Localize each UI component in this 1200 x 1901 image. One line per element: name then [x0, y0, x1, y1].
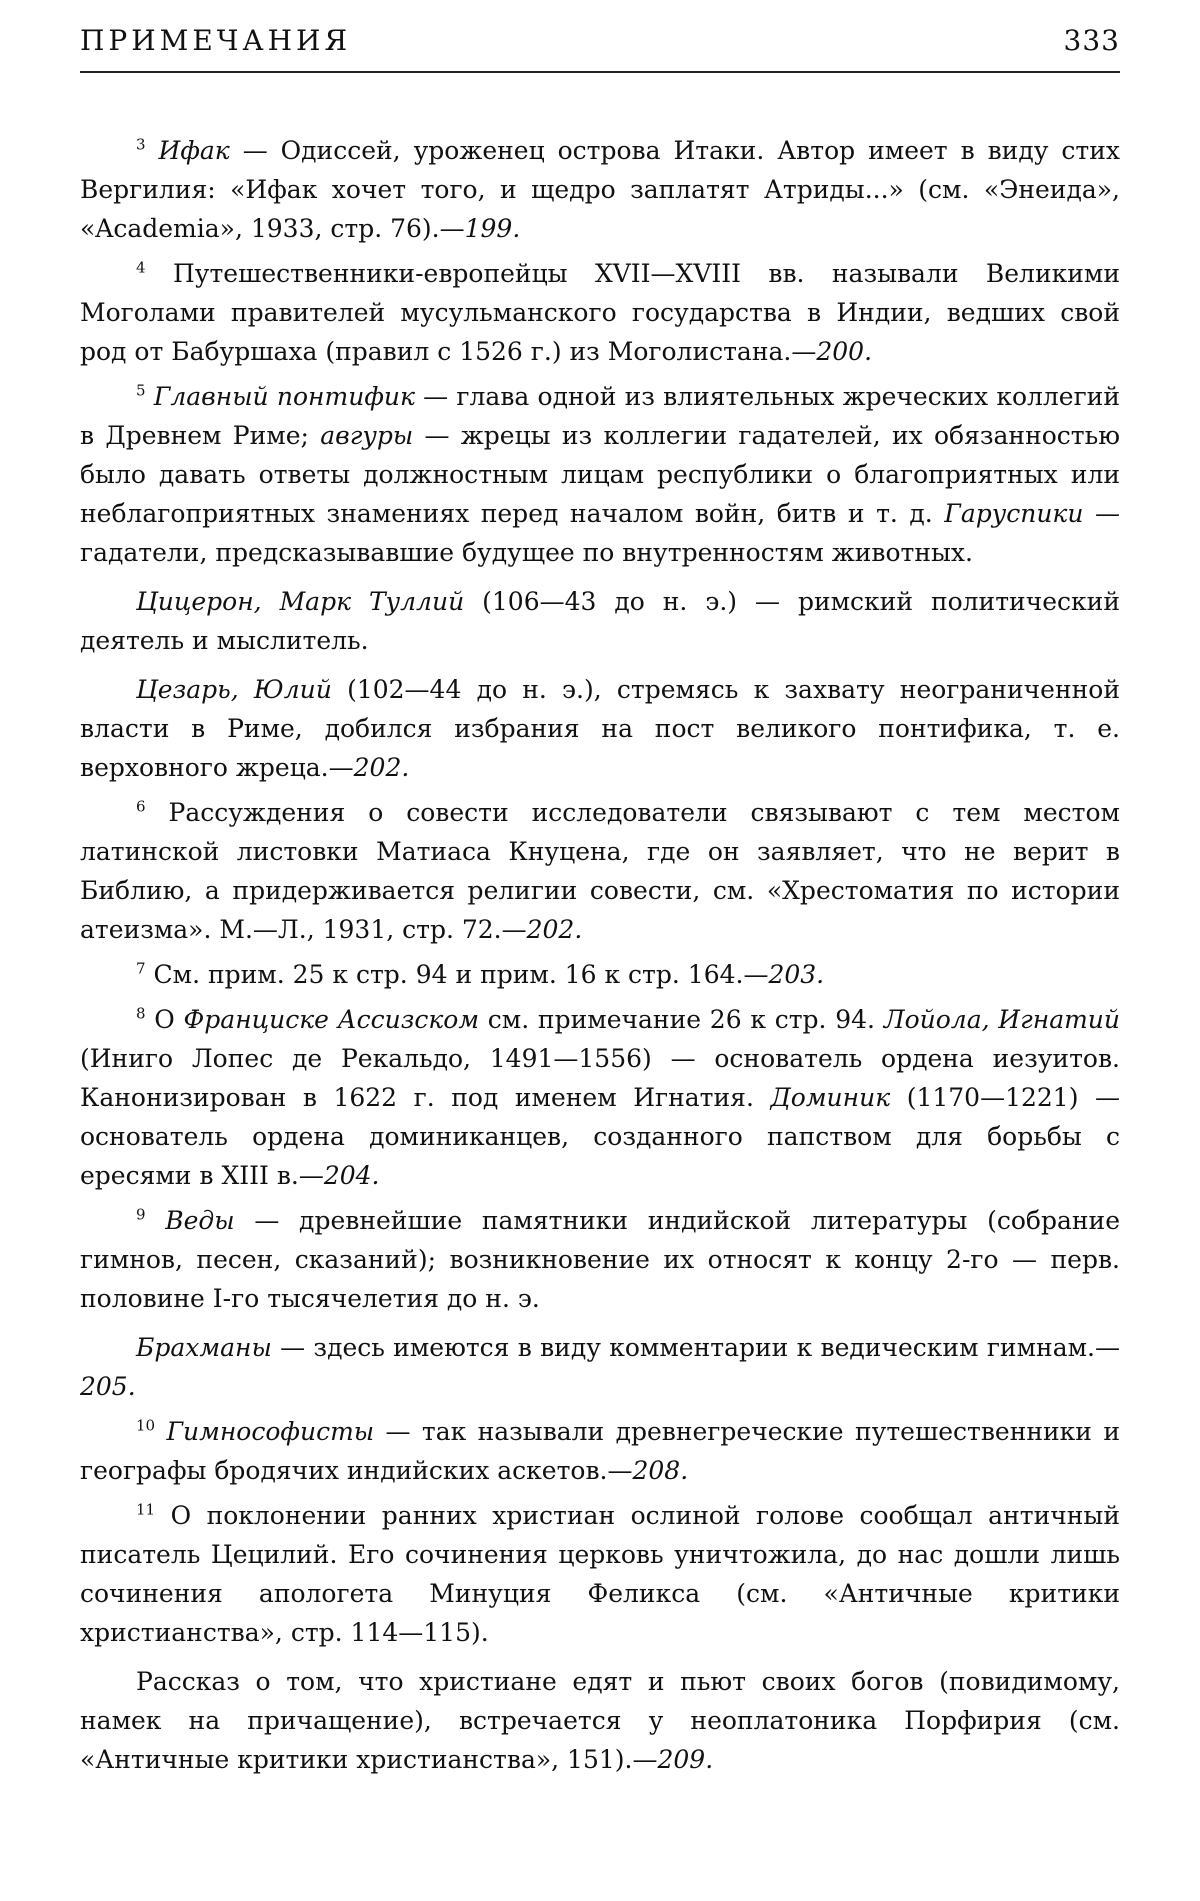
- footnote-number: 5: [136, 381, 146, 400]
- italic-term: Цицерон, Марк Туллий: [136, 587, 465, 616]
- page-number: 333: [1063, 24, 1120, 57]
- note-text: — Одиссей, уроженец острова Итаки. Автор имеет в виду стих Вергилия: «Ифак хочет того, и щедро заплатят Атриды...» (см. «Энеида», «Academia», 1933, стр. 76).—: [80, 136, 1120, 243]
- footnote-number: 4: [136, 258, 146, 277]
- footnote-number: 6: [136, 797, 146, 816]
- italic-term: Ифак: [158, 136, 230, 165]
- italic-term: авгуры: [320, 421, 414, 450]
- italic-term: 209.: [657, 1745, 714, 1774]
- note-text: Рассказ о том, что христиане едят и пьют своих богов (повидимому, намек на причащение), встречается у неоплатоника Порфирия (см. «Античные критики христианства», 151).—: [80, 1667, 1120, 1774]
- note-text: — древнейшие памятники индийской литературы (собрание гимнов, песен, сказаний); возникновение их относят к концу 2-го — перв. половине I-го тысячелетия до н. э.: [80, 1206, 1120, 1313]
- note-text: О: [154, 1005, 184, 1034]
- footnote: [80, 1412, 1120, 1490]
- italic-term: 200.: [816, 337, 873, 366]
- book-page: [80, 24, 1120, 1874]
- notes-list: [80, 131, 1120, 1779]
- footnote-number: 7: [136, 959, 146, 978]
- footnote-number: 11: [136, 1500, 156, 1519]
- note-text: Путешественники-европейцы XVII—XVIII вв. называли Великими Моголами правителей мусульманского государства в Индии, ведших свой род от Бабуршаха (правил с 1526 г.) из Моголистана.—: [80, 259, 1120, 366]
- note-text: — здесь имеются в виду комментарии к ведическим гимнам.—: [271, 1333, 1120, 1362]
- italic-term: 202.: [353, 753, 410, 782]
- footnote-number: 8: [136, 1004, 146, 1023]
- italic-term: Цезарь, Юлий: [136, 675, 332, 704]
- note-text: См. прим. 25 к стр. 94 и прим. 16 к стр. 164.—: [153, 960, 769, 989]
- note-continuation: [80, 1662, 1120, 1779]
- italic-term: 199.: [464, 214, 521, 243]
- note-text: Рассуждения о совести исследователи связывают с тем местом латинской листовки Матиаса Кнуцена, где он заявляет, что не верит в Библию, а придерживается религии совести, см. «Хрестоматия по истории атеизма». М.—Л., 1931, стр. 72.—: [80, 798, 1120, 944]
- note-text: — гадатели, предсказывавшие будущее по внутренностям животных.: [80, 499, 1120, 567]
- footnote-number: 9: [136, 1205, 146, 1224]
- italic-term: Гаруспики: [944, 499, 1084, 528]
- footnote: [80, 131, 1120, 248]
- footnote-number: 3: [136, 135, 146, 154]
- note-text: (1170—1221) — основатель ордена доминиканцев, созданного папством для борьбы с ересями в XIII в.—: [80, 1083, 1121, 1190]
- italic-term: Брахманы: [136, 1333, 272, 1362]
- note-continuation: [80, 582, 1120, 660]
- italic-term: Доминик: [770, 1083, 891, 1112]
- running-header: [80, 24, 1120, 73]
- italic-term: 208.: [632, 1456, 689, 1485]
- italic-term: 203.: [768, 960, 825, 989]
- note-text: — жрецы из коллегии гадателей, их обязанностью было давать ответы должностным лицам республики о благоприятных или неблагоприятных знамениях перед началом войн, битв и т. д.: [80, 421, 1121, 528]
- note-text: — так называли древнегреческие путешественники и географы бродячих индийских аскетов.—: [80, 1417, 1120, 1485]
- italic-term: Главный понтифик: [153, 382, 415, 411]
- note-text: О поклонении ранних христиан ослиной голове сообщал античный писатель Цецилий. Его сочинения церковь уничтожила, до нас дошли лишь сочинения апологета Минуция Феликса (см. «Античные критики христианства», стр. 114—115).: [80, 1501, 1120, 1647]
- footnote: [80, 1000, 1120, 1195]
- footnote: [80, 1201, 1120, 1318]
- note-text: (106—43 до н. э.) — римский политический деятель и мыслитель.: [80, 587, 1120, 655]
- note-continuation: [80, 670, 1120, 787]
- note-text: — глава одной из влиятельных жреческих коллегий в Древнем Риме;: [80, 382, 1120, 450]
- note-text: (102—44 до н. э.), стремясь к захвату неограниченной власти в Риме, добился избрания на пост великого понтифика, т. е. верховного жреца.—: [80, 675, 1120, 782]
- footnote: [80, 1496, 1120, 1652]
- running-title: ПРИМЕЧАНИЯ: [80, 24, 352, 57]
- italic-term: 204.: [323, 1161, 380, 1190]
- italic-term: Франциске Ассизском: [183, 1005, 480, 1034]
- footnote: [80, 955, 1120, 994]
- footnote-number: 10: [136, 1416, 156, 1435]
- italic-term: 202.: [526, 915, 583, 944]
- note-text: см. примечание 26 к стр. 94.: [479, 1005, 884, 1034]
- note-continuation: [80, 1328, 1120, 1406]
- note-text: (Иниго Лопес де Рекальдо, 1491—1556) — основатель ордена иезуитов. Канонизирован в 1622 г. под именем Игнатия.: [80, 1044, 1120, 1112]
- italic-term: Веды: [165, 1206, 235, 1235]
- footnote: [80, 793, 1120, 949]
- italic-term: 205.: [80, 1372, 136, 1401]
- footnote: [80, 254, 1120, 371]
- italic-term: Лойола, Игнатий: [883, 1005, 1121, 1034]
- footnote: [80, 377, 1120, 572]
- italic-term: Гимнософисты: [166, 1417, 375, 1446]
